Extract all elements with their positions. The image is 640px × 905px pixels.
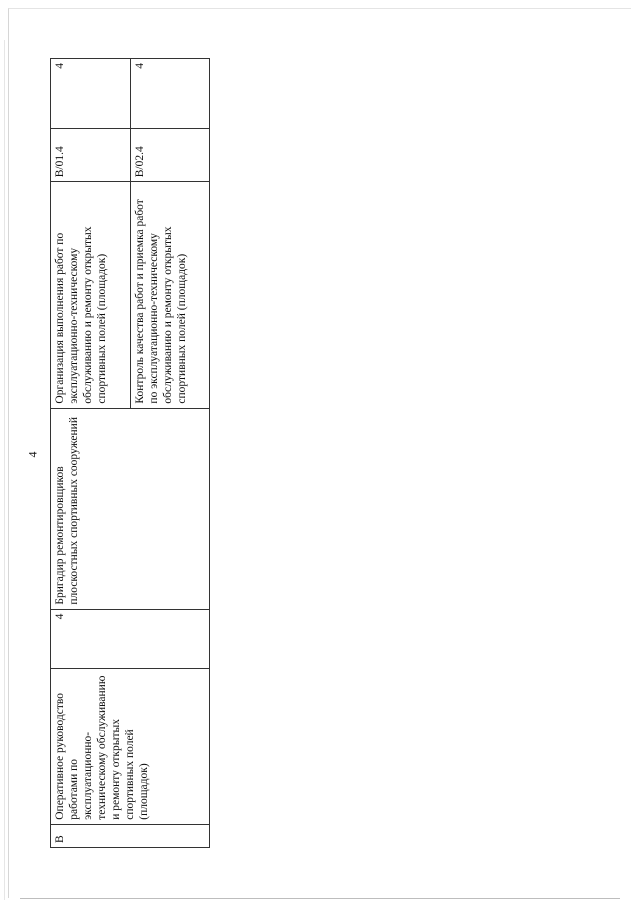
labor-function-name: Организация выполнения работ по эксплуатационно-техническому обслуживанию и ремонту открытых спортивных полей (площадок) <box>51 182 131 408</box>
labor-function-level: 4 <box>51 59 131 129</box>
scan-artifact <box>4 40 5 900</box>
scan-artifact <box>20 898 620 899</box>
position-name: Бригадир ремонтировщиков плоскостных спортивных сооружений <box>51 408 210 609</box>
labor-function-name: Контроль качества работ и приемка работ по эксплуатационно-техническому обслуживанию и ремонту открытых спортивных полей (площадок) <box>130 182 210 408</box>
rotated-table-container <box>50 58 210 848</box>
labor-function-code: В/01.4 <box>51 128 131 182</box>
table-row <box>51 59 131 848</box>
page-number: 4 <box>25 451 40 458</box>
generalized-function-code: В <box>51 824 210 847</box>
generalized-function-name: Оперативное руководство работами по эксплуатационно-техническому обслуживанию и ремонту открытых спортивных полей (площадок) <box>51 669 210 825</box>
labor-function-code: В/02.4 <box>130 128 210 182</box>
labor-function-level: 4 <box>130 59 210 129</box>
function-table <box>50 58 210 848</box>
qualification-level: 4 <box>51 609 210 669</box>
